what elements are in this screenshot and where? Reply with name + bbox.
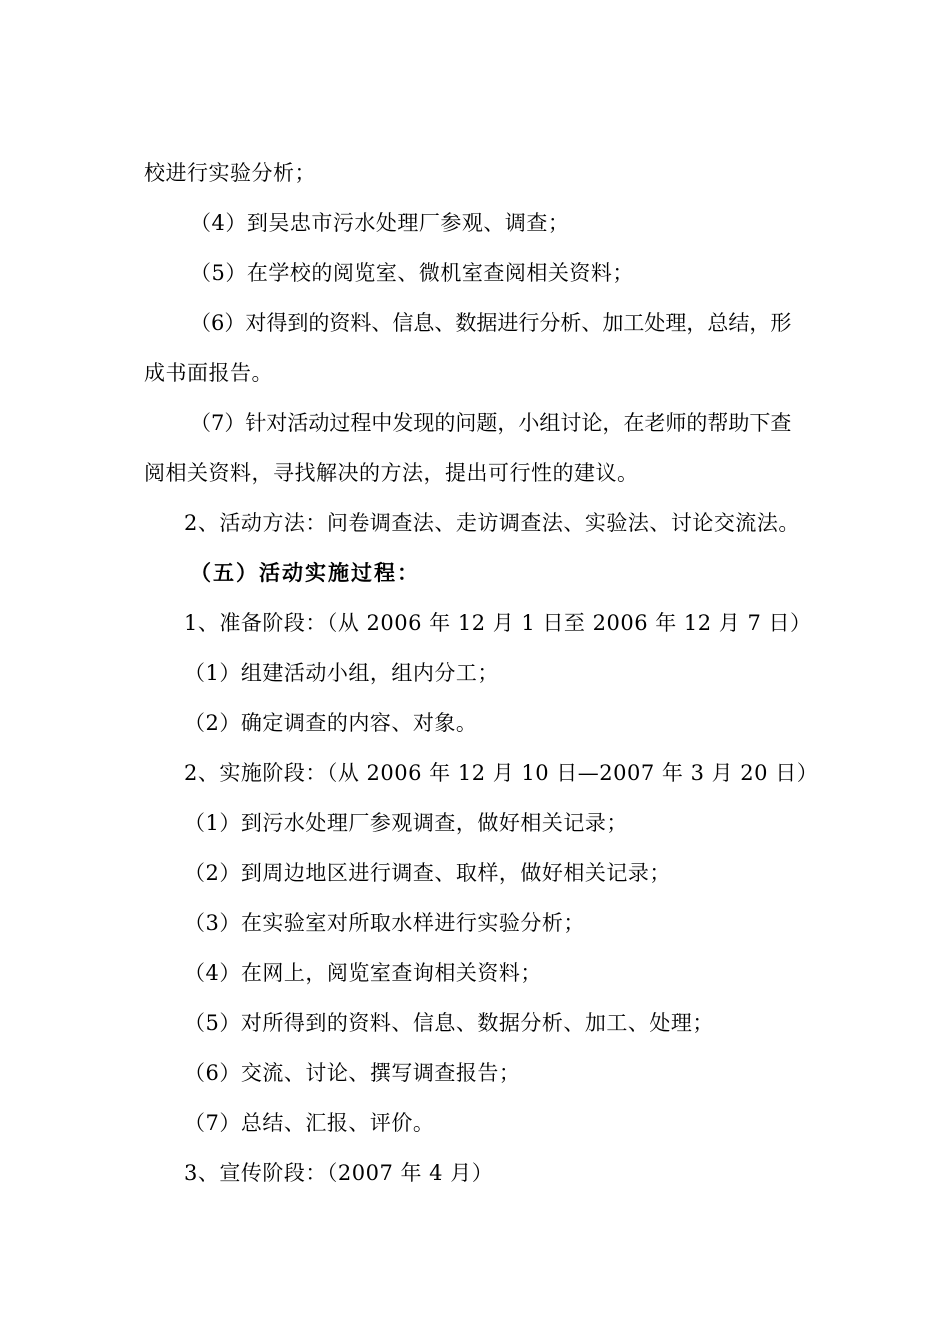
text-line-3: （5）在学校的阅览室、微机室查阅相关资料；: [190, 261, 634, 285]
text-line-19: （6）交流、讨论、撰写调查报告；: [184, 1061, 521, 1085]
text-line-17: （4）在网上，阅览室查询相关资料；: [184, 961, 542, 985]
text-line-11: （1）组建活动小组，组内分工；: [184, 661, 499, 685]
text-line-20: （7）总结、汇报、评价。: [184, 1111, 435, 1135]
text-line-5: 成书面报告。: [144, 361, 273, 385]
text-line-4: [0, 308, 950, 338]
text-line-4-content: （6）对得到的资料、信息、数据进行分析、加工处理，总结，形: [190, 311, 792, 335]
text-line-6: [0, 408, 950, 438]
text-line-1: 校进行实验分析；: [144, 161, 316, 185]
text-line-14: （1）到污水处理厂参观调查，做好相关记录；: [184, 811, 628, 835]
text-line-16: （3）在实验室对所取水样进行实验分析；: [184, 911, 585, 935]
text-line-6-content: （7）针对活动过程中发现的问题，小组讨论，在老师的帮助下查: [190, 411, 792, 435]
text-line-18: （5）对所得到的资料、信息、数据分析、加工、处理；: [184, 1011, 714, 1035]
text-line-13: 2、实施阶段：（从 2006 年 12 月 10 日—2007 年 3 月 20 日）: [184, 761, 819, 785]
text-line-8: 2、活动方法：问卷调查法、走访调查法、实验法、讨论交流法。: [184, 511, 800, 535]
text-line-2: （4）到吴忠市污水处理厂参观、调查；: [190, 211, 570, 235]
text-line-7: 阅相关资料，寻找解决的方法，提出可行性的建议。: [144, 461, 639, 485]
text-line-21: 3、宣传阶段：（2007 年 4 月）: [184, 1161, 494, 1185]
section-heading: （五）活动实施过程：: [190, 560, 420, 585]
text-line-12: （2）确定调查的内容、对象。: [184, 711, 478, 735]
text-line-15: （2）到周边地区进行调查、取样，做好相关记录；: [184, 861, 671, 885]
text-line-10: 1、准备阶段：（从 2006 年 12 月 1 日至 2006 年 12 月 7 日）: [184, 611, 812, 635]
